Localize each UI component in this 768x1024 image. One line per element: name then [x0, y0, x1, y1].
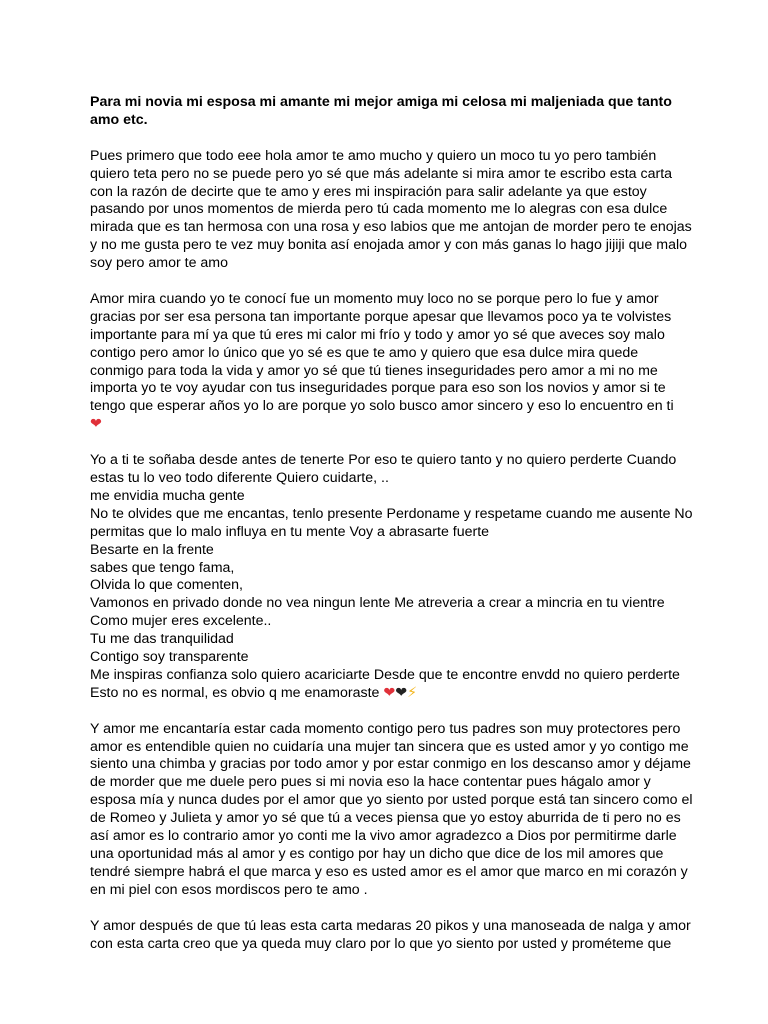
lightning-bolt-icon: ⚡	[407, 684, 418, 701]
text-line: estas tu lo veo todo diferente Quiero cuidarte, ..	[90, 469, 389, 486]
red-heart-icon: ❤	[383, 684, 396, 701]
text-line: Como mujer eres excelente..	[90, 613, 272, 630]
text-line: con esta carta creo que ya queda muy claro por lo que yo siento por usted y prométeme que	[90, 935, 672, 952]
text-line	[90, 685, 690, 703]
text-line: así amor es lo contrario amor yo conti me la vivo amor agradezco a Dios por permitirme darle	[90, 828, 677, 845]
text-line: esposa mía y nunca dudes por el amor que yo siento por usted porque está tan sincero como el	[90, 792, 693, 809]
text-line: Vamonos en privado donde no vea ningun lente Me atreveria a crear a mincria en tu vientre	[90, 595, 665, 612]
text-line: Olvida lo que comenten,	[90, 577, 244, 594]
text-line	[90, 416, 690, 434]
text-line: de Romeo y Julieta y amor yo sé que tú a veces piensa que yo estoy aburrida de ti pero no es	[90, 810, 681, 827]
text-line: gracias por ser esa persona tan importante porque apesar que llevamos poco ya te volvistes	[90, 308, 672, 325]
red-heart-icon: ❤	[90, 416, 102, 433]
text-line: Y amor me encantaría estar cada momento contigo pero tus padres son muy protectores pero	[90, 720, 681, 737]
paragraph-3	[90, 452, 693, 703]
text-line: conmigo para toda la vida y amor yo sé que tú tienes inseguridades pero amor a mi no me	[90, 362, 658, 379]
text-line: mirada que es tan hermosa con una rosa y eso labios que me antojan de morder pero te enojas	[90, 219, 692, 236]
text-line: No te olvides que me encantas, tenlo presente Perdoname y respetame cuando me ausente No	[90, 505, 693, 522]
paragraph-5	[90, 918, 690, 954]
title-line: amo etc.	[90, 111, 148, 128]
text-line: importante para mí ya que tú eres mi calor mi frío y todo y amor yo sé que aveces soy malo	[90, 326, 665, 343]
text-line: Contigo soy transparente	[90, 649, 249, 666]
text-line: permitas que lo malo influya en tu mente Voy a abrasarte fuerte	[90, 523, 490, 540]
text-line: Y amor después de que tú leas esta carta medaras 20 pikos y una manoseada de nalga y amor	[90, 917, 691, 934]
text-line: pasando por unos momentos de mierda pero tú cada momento me lo alegras con esa dulce	[90, 201, 668, 218]
text-line: tengo que esperar años yo lo are porque yo solo busco amor sincero y eso lo encuentro en ti	[90, 398, 674, 415]
text-line: sabes que tengo fama,	[90, 559, 235, 576]
text-line: Amor mira cuando yo te conocí fue un momento muy loco no se porque pero lo fue y amor	[90, 290, 659, 307]
paragraph-2	[90, 291, 690, 434]
text-line: soy pero amor te amo	[90, 255, 228, 272]
text-line: importa yo te voy ayudar con tus inseguridades porque para eso son los novios y amor si te	[90, 380, 666, 397]
title-line: Para mi novia mi esposa mi amante mi mejor amiga mi celosa mi maljeniada que tanto	[90, 94, 672, 110]
text-line: siento una chimba y gracias por todo amor y por estar conmigo en los descanso amor y déjame	[90, 756, 691, 773]
text-line: contigo pero amor lo único que yo sé es que te amo y quiero que esa dulce mira quede	[90, 344, 639, 361]
letter-title	[90, 94, 690, 130]
text-line: Pues primero que todo eee hola amor te amo mucho y quiero un moco tu yo pero también	[90, 147, 657, 164]
text-line: Besarte en la frente	[90, 541, 214, 558]
letter-page	[90, 94, 693, 953]
text-line: y no me gusta pero te vez muy bonita así enojada amor y con más ganas lo hago jijiji que malo	[90, 237, 687, 254]
paragraph-1	[90, 148, 690, 273]
text-line: una oportunidad más al amor y es contigo por hay un dicho que dice de los mil amores que	[90, 846, 664, 862]
text-line: tendré siempre habrá el que marca y eso es usted amor es el amor que marco en mi corazón y	[90, 863, 688, 880]
text-line: con la razón de decirte que te amo y eres mi inspiración para salir adelante ya que estoy	[90, 183, 647, 200]
text-line: en mi piel con esos mordiscos pero te amo .	[90, 881, 368, 898]
black-heart-icon: ❤	[395, 684, 408, 701]
text-line: quiero teta pero no se puede pero yo sé que más adelante si mira amor te escribo esta carta	[90, 165, 673, 182]
text-line: me envidia mucha gente	[90, 487, 245, 504]
paragraph-4	[90, 720, 693, 900]
last-line-text: Esto no es normal, es obvio q me enamoraste	[90, 684, 384, 701]
text-line: de morder que me duele pero pues si mi novia eso la hace contentar pues hágalo amor y	[90, 774, 651, 791]
text-line: amor es entendible quien no cuidaría una mujer tan sincera que es usted amor y yo contigo me	[90, 738, 689, 755]
text-line: Tu me das tranquilidad	[90, 631, 234, 648]
text-line: Me inspiras confianza solo quiero acariciarte Desde que te encontre envdd no quiero perderte	[90, 666, 680, 683]
text-line: Yo a ti te soñaba desde antes de tenerte Por eso te quiero tanto y no quiero perderte Cuando	[90, 452, 677, 469]
